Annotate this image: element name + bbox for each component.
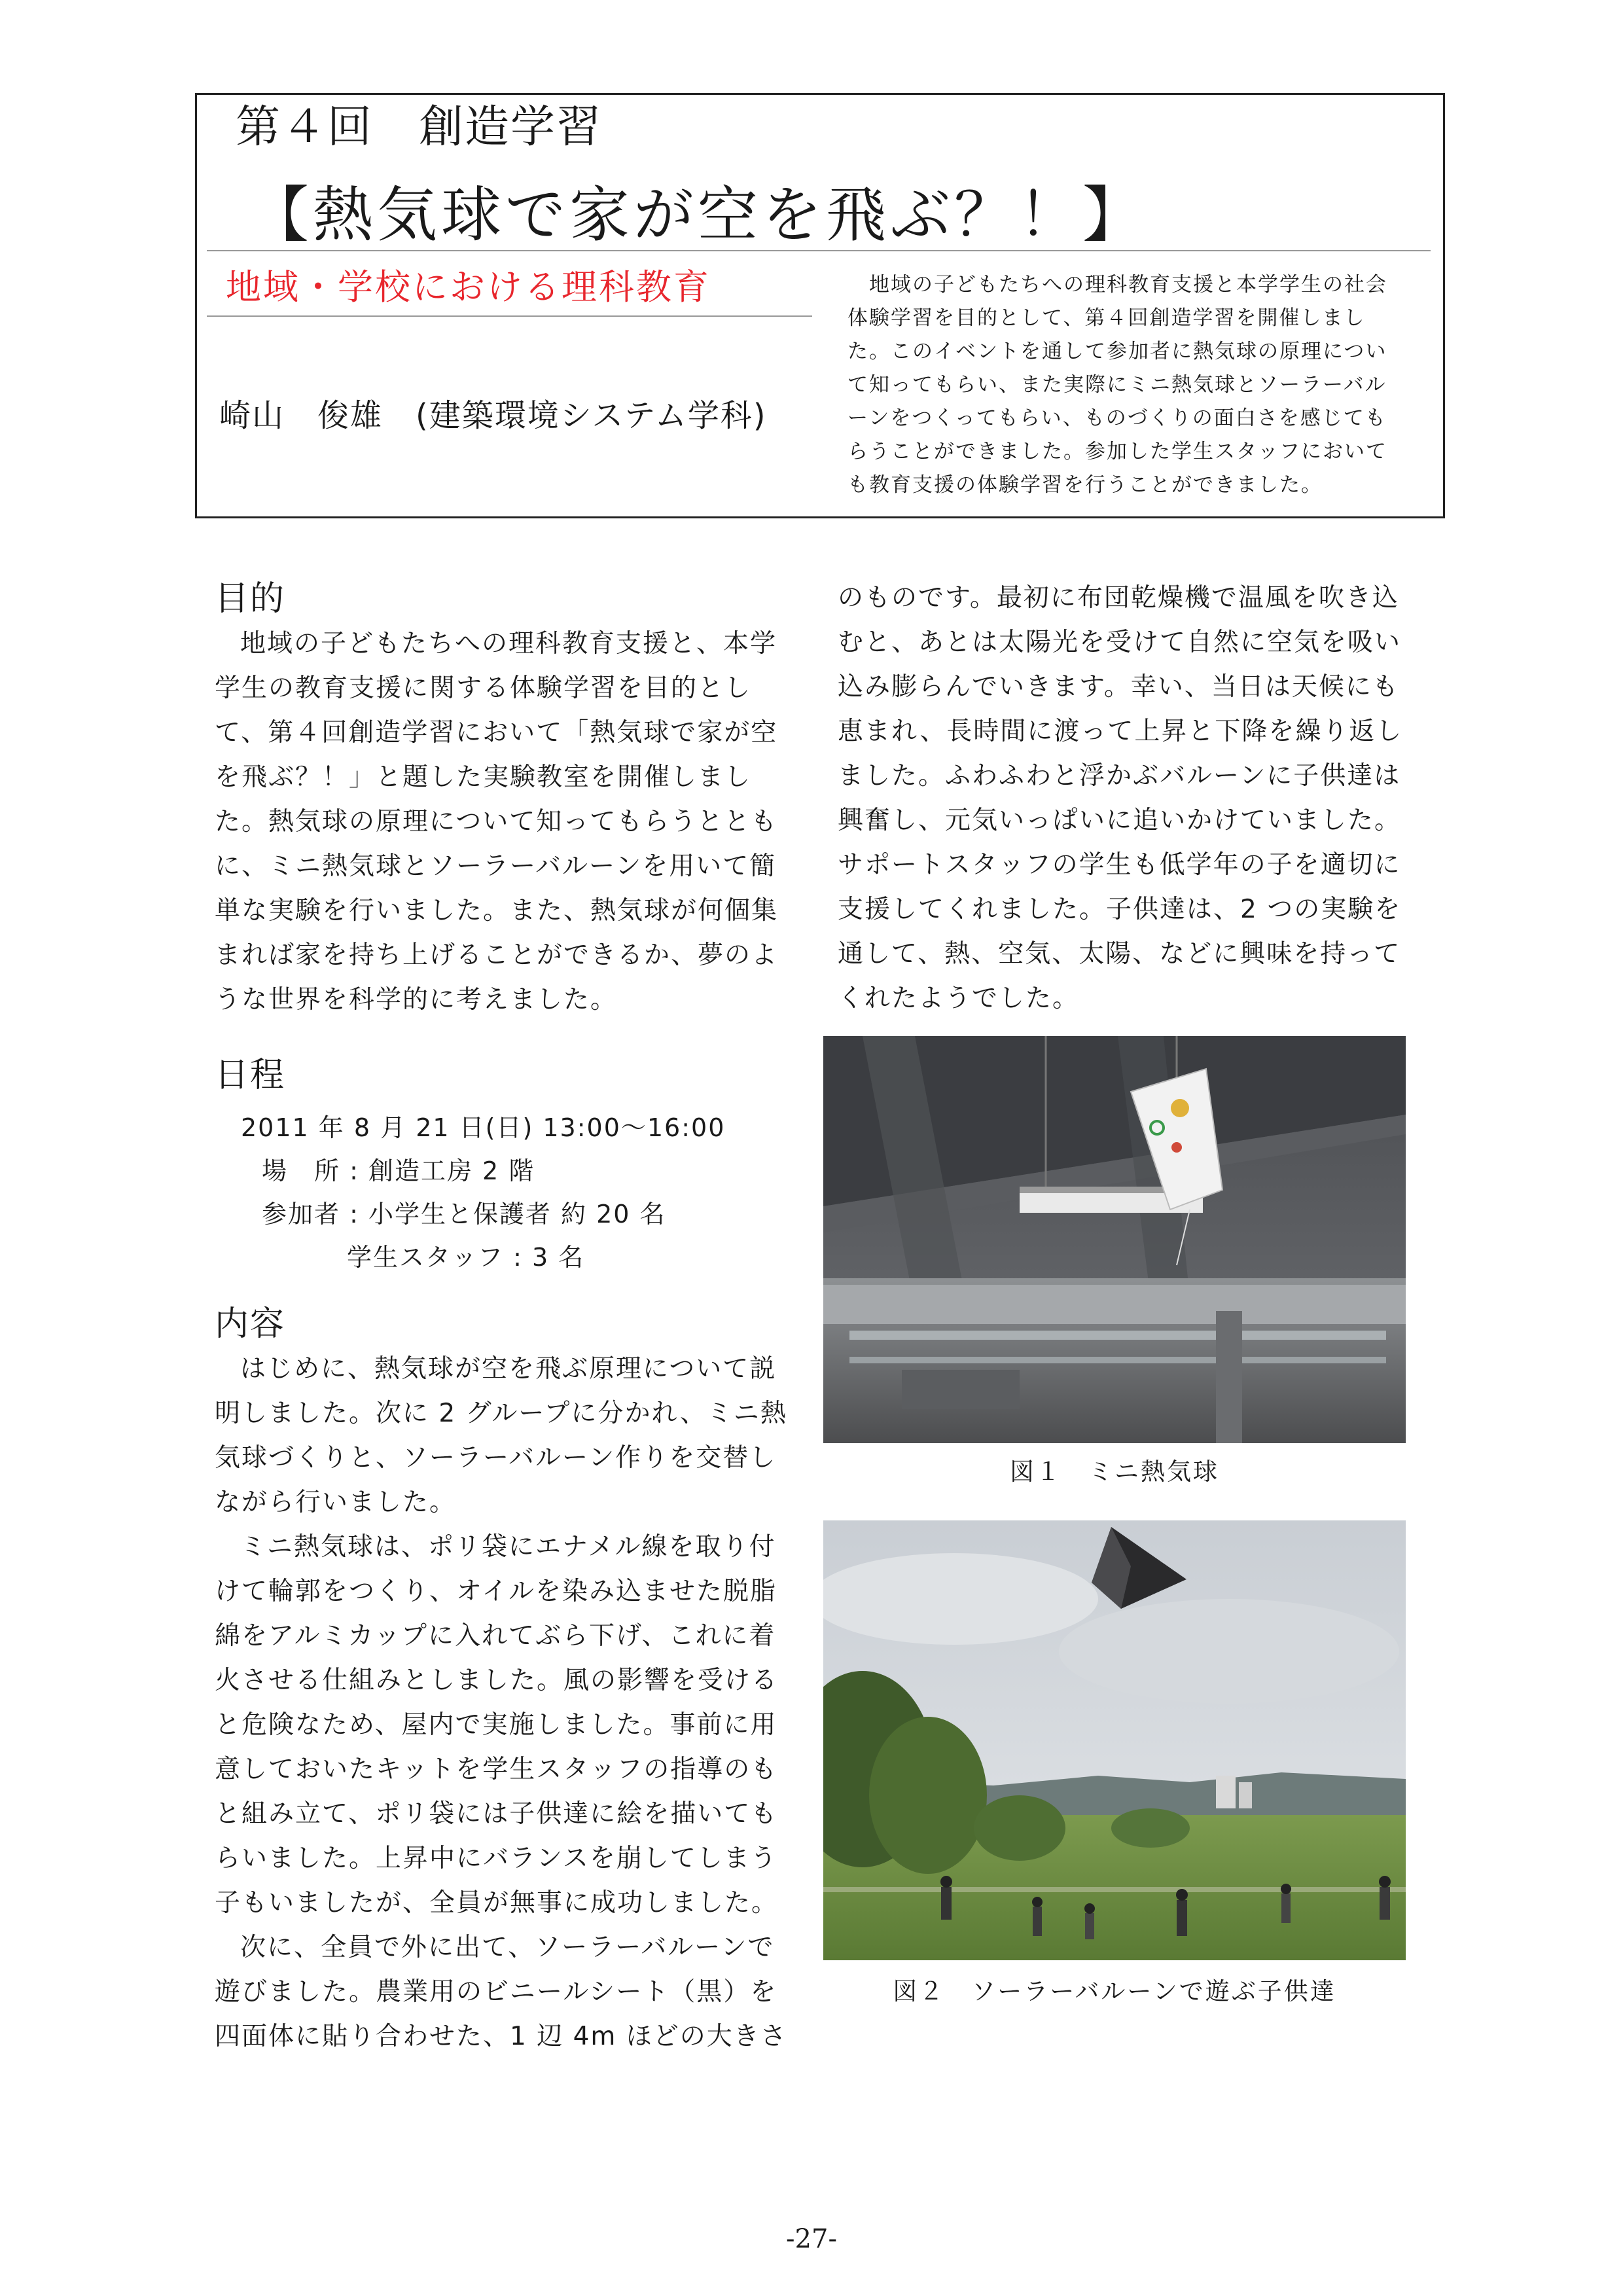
figure-1-photo bbox=[823, 1036, 1406, 1443]
page-title: 【熱気球で家が空を飛ぶ？！】 bbox=[249, 180, 1147, 250]
place-label: 場 所 bbox=[261, 1157, 340, 1185]
abstract: 地域の子どもたちへの理科教育支援と本学学生の社会体験学習を目的として、第４回創造学習を開催しました。このイベントを通して参加者に熱気球の原理について知ってもらい、また実際にミニ熱気球とソーラーバルーンをつくってもらい、ものづくりの面白さを感じてもらうことができました。参加した学生スタッフにおいても教育支援の体験学習を行うことができました。 bbox=[847, 273, 1387, 497]
figure-2-photo bbox=[823, 1520, 1406, 1960]
content-paragraph: 次に、全員で外に出て、ソーラーバルーンで遊びました。農業用のビニールシート（黒）を四面体に貼り合わせた、1 辺 4m ほどの大きさ bbox=[215, 1933, 787, 2051]
purpose-text bbox=[215, 622, 784, 1022]
page-number: -27- bbox=[786, 2224, 837, 2254]
figure-2-caption: 図２ ソーラーバルーンで遊ぶ子供達 bbox=[893, 1977, 1336, 2005]
place-value: 創造工房 2 階 bbox=[368, 1157, 535, 1185]
schedule-staff: 学生スタッフ : 3 名 bbox=[347, 1243, 585, 1272]
schedule-heading: 日程 bbox=[215, 1056, 286, 1095]
purpose-heading: 目的 bbox=[215, 579, 286, 619]
participants-value: 小学生と保護者 約 20 名 bbox=[368, 1200, 666, 1229]
participants-label: 参加者 bbox=[261, 1200, 340, 1229]
divider bbox=[207, 315, 812, 317]
subtitle: 地域・学校における理科教育 bbox=[226, 266, 711, 308]
content-paragraph: はじめに、熱気球が空を飛ぶ原理について説明しました。次に 2 グループに分かれ、ミニ熱気球づくりと、ソーラーバルーン作りを交替しながら行いました。 bbox=[215, 1354, 787, 1517]
content-right-column bbox=[838, 576, 1414, 1021]
author: 崎山 俊雄 (建築環境システム学科) bbox=[219, 397, 767, 434]
schedule-participants: 参加者 : 小学生と保護者 約 20 名 bbox=[236, 1193, 725, 1236]
outdoor-balloon-photo bbox=[823, 1520, 1406, 1960]
schedule-place: 場 所 : 創造工房 2 階 bbox=[236, 1149, 725, 1193]
figure-1-caption: 図１ ミニ熱気球 bbox=[1010, 1458, 1219, 1486]
content-left-column bbox=[215, 1347, 797, 2059]
divider bbox=[207, 250, 1431, 251]
schedule-list bbox=[236, 1106, 725, 1279]
content-paragraph-continued: のものです。最初に布団乾燥機で温風を吹き込むと、あとは太陽光を受けて自然に空気を吸い込み膨らんでいきます。幸い、当日は天候にも恵まれ、長時間に渡って上昇と下降を繰り返しました。ふわふわと浮かぶバルーンに子供達は興奮し、元気いっぱいに追いかけていました。サポートスタッフの学生も低学年の子を適切に支援してくれました。子供達は、2 つの実験を通して、熱、空気、太陽、などに興味を持ってくれたようでした。 bbox=[838, 583, 1403, 1013]
content-paragraph: ミニ熱気球は、ポリ袋にエナメル線を取り付けて輪郭をつくり、オイルを染み込ませた脱脂綿をアルミカップに入れてぶら下げ、これに着火させる仕組みとしました。風の影響を受けると危険なため、屋内で実施しました。事前に用意しておいたキットを学生スタッフの指導のもと組み立て、ポリ袋には子供達に絵を描いてもらいました。上昇中にバランスを崩してしまう子もいましたが、全員が無事に成功しました。 bbox=[215, 1532, 779, 1918]
schedule-date: 2011 年 8 月 21 日(日) 13:00～16:00 bbox=[241, 1113, 726, 1142]
indoor-balloon-photo bbox=[823, 1036, 1406, 1443]
series-title: 第４回 創造学習 bbox=[236, 101, 603, 153]
content-heading: 内容 bbox=[215, 1304, 286, 1344]
purpose-paragraph: 地域の子どもたちへの理科教育支援と、本学学生の教育支援に関する体験学習を目的として、第４回創造学習において「熱気球で家が空を飛ぶ？！」と題した実験教室を開催しました。熱気球の原理について知ってもらうとともに、ミニ熱気球とソーラーバルーンを用いて簡単な実験を行いました。また、熱気球が何個集まれば家を持ち上げることができるか、夢のような世界を科学的に考えました。 bbox=[215, 629, 779, 1014]
